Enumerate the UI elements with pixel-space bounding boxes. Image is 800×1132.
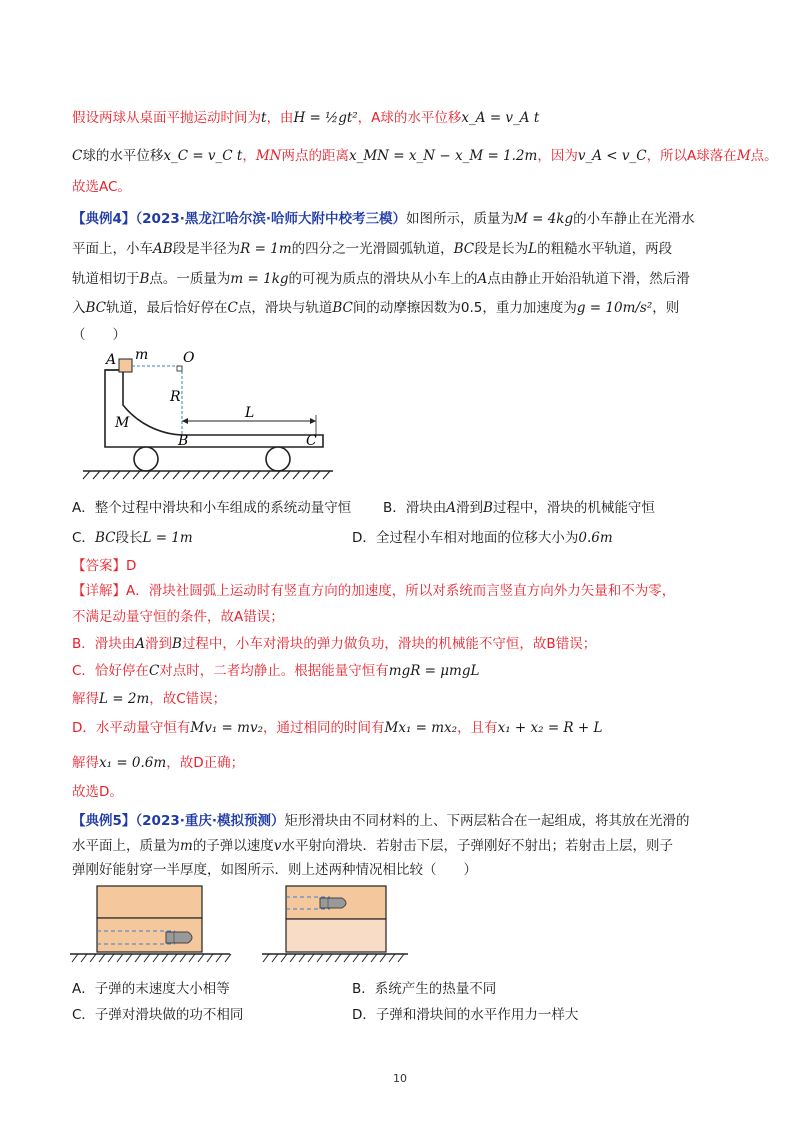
ex5-option-A: A．子弹的末速度大小相等 — [72, 981, 230, 997]
equation: x₁ + x₂ = R + L — [497, 720, 603, 736]
detail-line-8: 故选D。 — [72, 784, 123, 800]
math: L — [528, 241, 538, 257]
example4-blank: （ ） — [72, 327, 126, 343]
text: D．水平动量守恒有 — [72, 720, 191, 736]
text: ，所以A球落在 — [646, 148, 737, 164]
example-source: （2023·黑龙江哈尔滨·哈师大附中校考三模） — [135, 211, 406, 227]
ex5-option-B: B．系统产生的热量不同 — [352, 981, 497, 997]
math: MN — [255, 148, 282, 164]
text: 两点的距离 — [281, 148, 349, 164]
text: 轨道，最后恰好停在 — [106, 300, 228, 316]
solution-line-3: 故选AC。 — [72, 179, 131, 195]
math: BC — [453, 241, 475, 257]
equation: Mv₁ = mv₂ — [190, 720, 264, 736]
math: B — [483, 500, 493, 516]
text: 对点时，二者均静止。根据能量守恒有 — [159, 663, 389, 679]
label-L: L — [245, 405, 255, 421]
text: 水平面上，质量为 — [72, 838, 180, 854]
text: 段是长为 — [474, 241, 529, 257]
math: C — [227, 300, 238, 316]
example4-line-4 — [72, 298, 679, 318]
equation: R = 1m — [240, 241, 292, 257]
example-source: （2023·重庆·模拟预测） — [135, 813, 285, 829]
equation: m = 1kg — [230, 271, 289, 287]
text: ，故C错误； — [149, 691, 227, 707]
equation: 0.6m — [578, 530, 613, 546]
text: 假设两球从桌面平抛运动时间为 — [72, 110, 261, 126]
text: ，则 — [652, 300, 680, 316]
text: 点。一质量为 — [149, 271, 231, 287]
example4-line-3 — [72, 269, 690, 289]
example4-line-1 — [72, 209, 695, 229]
text: 的子弹以速度 — [192, 838, 274, 854]
text: 段长 — [115, 530, 143, 546]
equation: L = 1m — [142, 530, 193, 546]
option-B — [383, 498, 655, 518]
example-tag: 【典例4】 — [72, 211, 136, 227]
math: C — [148, 663, 160, 679]
text: 间的动摩擦因数为0.5，重力加速度为 — [352, 300, 577, 316]
detail-line-7 — [72, 753, 244, 773]
text: ，故D正确； — [166, 755, 245, 771]
cart-body — [105, 370, 323, 447]
math: BC — [85, 300, 107, 316]
equation: x_A = v_A t — [461, 110, 540, 126]
detail-line-2: 不满足动量守恒的条件，故A错误； — [72, 609, 284, 625]
text: 滑到 — [456, 500, 484, 516]
detail-line-3 — [72, 634, 596, 654]
text: 过程中，小车对滑块的弹力做负功，滑块的机械能不守恒，故B错误； — [181, 636, 597, 652]
example5-line-3: 弹刚好能射穿一半厚度，如图所示．则上述两种情况相比较（ ） — [72, 862, 477, 878]
answer: 【答案】D — [72, 558, 137, 574]
text: 过程中，滑块的机械能守恒 — [492, 500, 655, 516]
text: ， — [242, 148, 256, 164]
equation: mgR = μmgL — [388, 663, 480, 679]
equation: M = 4kg — [514, 211, 574, 227]
example4-line-2 — [72, 239, 672, 259]
math: BC — [94, 530, 116, 546]
label-A: A — [106, 352, 117, 368]
text: 如图所示，质量为 — [406, 211, 514, 227]
label-B: B — [178, 433, 189, 449]
ex5-option-C: C．子弹对滑块做的功不相同 — [72, 1007, 244, 1023]
text: 段是半径为 — [172, 241, 241, 257]
label-m: m — [135, 347, 149, 363]
right-block-lower — [286, 919, 386, 952]
math: A — [477, 271, 488, 287]
math: m — [180, 838, 193, 854]
text: 的四分之一光滑圆弧轨道， — [291, 241, 454, 257]
label-C: C — [306, 433, 317, 449]
page-number: 10 — [393, 1072, 407, 1085]
bullet-block-figure — [70, 882, 410, 972]
detail-line-1 — [72, 581, 675, 601]
text: 轨道相切于 — [72, 271, 140, 287]
bullet-right — [320, 898, 346, 908]
equation: x_MN = x_N − x_M = 1.2m — [349, 148, 538, 164]
text: 点。 — [750, 148, 778, 164]
text: 点，滑块与轨道 — [237, 300, 333, 316]
text: ，且有 — [457, 720, 498, 736]
text: 球的水平位移 — [82, 148, 164, 164]
math-t: t — [261, 110, 267, 126]
equation: v_A < v_C — [577, 148, 647, 164]
math: A — [135, 636, 146, 652]
option-A: A．整个过程中滑块和小车组成的系统动量守恒 — [72, 500, 352, 516]
example-tag: 【典例5】 — [72, 813, 136, 829]
math: C — [72, 148, 83, 164]
math: M — [736, 148, 751, 164]
detail-tag: 【详解】 — [72, 583, 126, 599]
example5-line-1 — [72, 811, 690, 831]
detail-line-4 — [72, 661, 479, 681]
text: B．滑块由 — [383, 500, 447, 516]
example5-line-2 — [72, 836, 673, 856]
text: A．滑块社圆弧上运动时有竖直方向的加速度，所以对系统而言竖直方向外力矢量和不为零， — [126, 583, 676, 599]
math: B — [139, 271, 150, 287]
wheel-left — [134, 447, 158, 471]
slider-block — [119, 359, 132, 372]
bullet-left — [166, 932, 192, 943]
text: 的粗糙水平轨道，两段 — [537, 241, 673, 257]
math: A — [446, 500, 457, 516]
option-C — [72, 528, 193, 548]
text: ，A球的水平位移 — [357, 110, 462, 126]
math: BC — [332, 300, 353, 316]
wheel-right — [266, 447, 290, 471]
equation: L = 2m — [99, 691, 150, 707]
math: AB — [153, 241, 173, 257]
ground-hatch — [83, 471, 330, 479]
text: 点由静止开始沿轨道下滑，然后滑 — [487, 271, 690, 287]
equation: x₁ = 0.6m — [99, 755, 167, 771]
text: D．全过程小车相对地面的位移大小为 — [352, 530, 579, 546]
equation: x_C = v_C t — [163, 148, 243, 164]
text: 滑到 — [145, 636, 173, 652]
text: 的小车静止在光滑水 — [573, 211, 695, 227]
cart-figure — [78, 345, 338, 485]
text: ，通过相同的时间有 — [263, 720, 385, 736]
text: 平面上，小车 — [72, 241, 153, 257]
solution-line-1 — [72, 108, 539, 128]
text: 水平射向滑块．若射击下层，子弹刚好不射出；若射击上层，则子 — [281, 838, 673, 854]
detail-line-6 — [72, 718, 602, 738]
text: 的可视为质点的滑块从小车上的 — [288, 271, 478, 287]
ex5-option-D: D．子弹和滑块间的水平作用力一样大 — [352, 1007, 579, 1023]
equation: H = ½gt² — [293, 110, 358, 126]
text: B．滑块由 — [72, 636, 136, 652]
text: 矩形滑块由不同材料的上、下两层粘合在一起组成，将其放在光滑的 — [284, 813, 690, 829]
text: 解得 — [72, 691, 99, 707]
equation: Mx₁ = mx₂ — [384, 720, 458, 736]
left-block-upper — [97, 886, 202, 918]
label-O: O — [183, 350, 195, 366]
detail-line-5 — [72, 689, 226, 709]
label-M: M — [115, 415, 130, 431]
option-D — [352, 528, 613, 548]
label-R: R — [170, 389, 181, 405]
text: C． — [72, 530, 95, 546]
text: ，因为 — [537, 148, 578, 164]
math: B — [172, 636, 182, 652]
equation: g = 10m/s² — [576, 300, 653, 316]
text: C．恰好停在 — [72, 663, 149, 679]
text: 解得 — [72, 755, 99, 771]
text: ，由 — [266, 110, 294, 126]
text: 入 — [72, 300, 86, 316]
math: v — [273, 838, 282, 854]
solution-line-2 — [72, 146, 778, 166]
